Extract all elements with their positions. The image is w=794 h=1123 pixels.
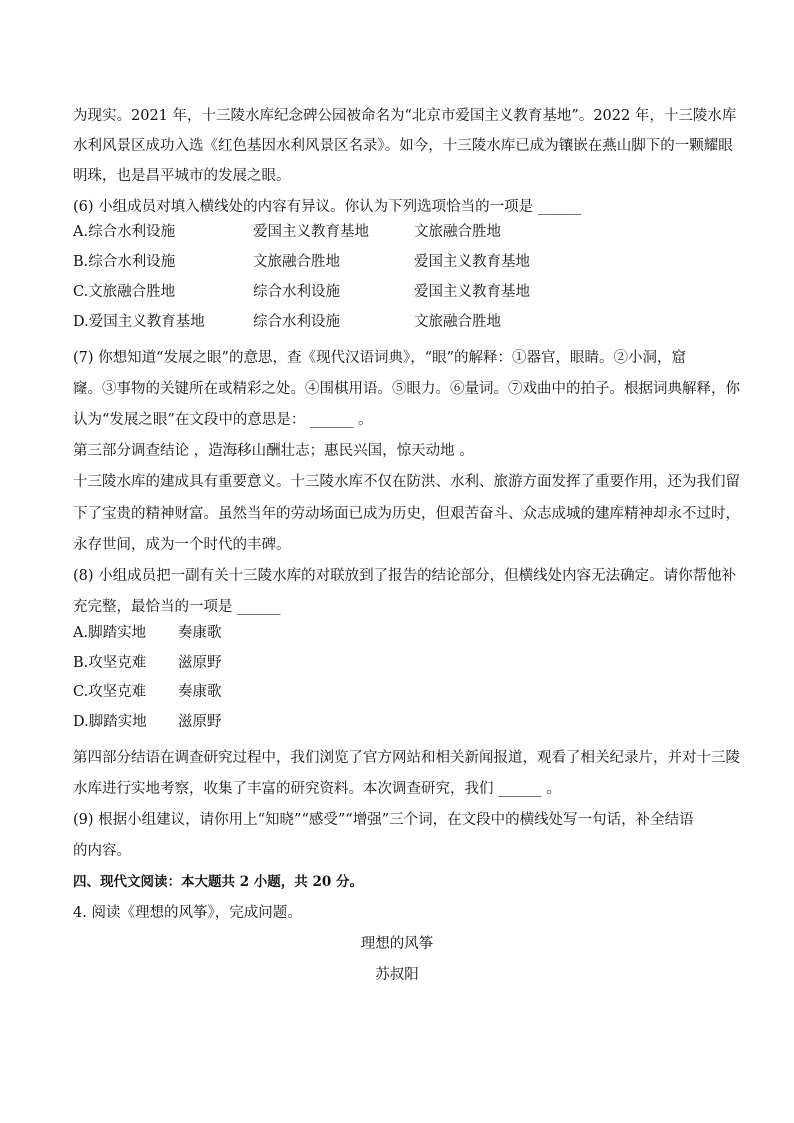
option-label: D. <box>73 714 89 730</box>
intro-line-3: 明珠，也是昌平城市的发展之眼。 <box>73 168 291 184</box>
intro-line-2: 水利风景区成功入选《红色基因水利风景区名录》。如今，十三陵水库已成为镶嵌在燕山脚下的一颗耀眼 <box>73 138 733 154</box>
option-text-1: 文旅融合胜地 <box>88 284 176 300</box>
option-text-1: 攻坚克难 <box>88 655 147 671</box>
q9-line-2: 的内容。 <box>73 843 131 859</box>
option-label: A. <box>73 224 89 240</box>
article-title: 理想的风筝 <box>360 936 434 952</box>
question-4-intro: 4. 阅读《理想的风筝》，完成问题。 <box>73 905 302 921</box>
part3-title: 第三部分调查结论 ，造海移山酬壮志；惠民兴国，惊天动地 。 <box>73 443 474 459</box>
part3-line-1: 十三陵水库的建成具有重要意义。十三陵水库不仅在防洪、水利、旅游方面发挥了重要作用，还为我们留 <box>73 474 740 490</box>
q8-line-2: 充完整，最恰当的一项是 ______ <box>73 599 281 615</box>
option-text-3: 爱国主义教育基地 <box>414 254 530 270</box>
q6-stem: (6) 小组成员对填入横线处的内容有异议。你认为下列选项恰当的一项是 ______ <box>73 199 582 215</box>
q6-option-a <box>73 223 175 241</box>
part4-line-1: 第四部分结语在调查研究过程中，我们浏览了官方网站和相关新闻报道，观看了相关纪录片，并对十三陵 <box>73 750 740 766</box>
q8-option-c <box>73 683 146 701</box>
q7-line-1: (7) 你想知道“发展之眼”的意思，查《现代汉语词典》，“眼”的解释：①器官，眼睛。②小洞，窟 <box>73 350 687 366</box>
option-text-1: 综合水利设施 <box>88 224 176 240</box>
option-text-1: 攻坚克难 <box>88 684 147 700</box>
intro-line-1: 为现实。2021 年，十三陵水库纪念碑公园被命名为“北京市爱国主义教育基地”。2022 年，十三陵水库 <box>73 108 737 124</box>
part3-line-3: 永存世间，成为一个时代的丰碑。 <box>73 537 291 553</box>
article-author: 苏叔阳 <box>375 967 419 983</box>
q7-line-3: 认为“发展之眼”在文段中的意思是： ______ 。 <box>73 412 373 428</box>
q8-option-b <box>73 654 146 672</box>
option-text-2: 爱国主义教育基地 <box>253 224 369 240</box>
q6-option-d <box>73 313 205 331</box>
option-label: B. <box>73 655 89 671</box>
section-heading: 四、现代文阅读：本大题共 2 小题，共 20 分。 <box>73 874 363 890</box>
option-text-3: 文旅融合胜地 <box>414 314 501 330</box>
option-label: D. <box>73 314 89 330</box>
option-text-2: 综合水利设施 <box>253 284 340 300</box>
q9-line-1: (9) 根据小组建议，请你用上“知晓”“感受”“增强”三个词，在文段中的横线处写一句话，补全结语 <box>73 812 694 828</box>
option-text-2: 综合水利设施 <box>253 314 340 330</box>
option-label: C. <box>73 684 89 700</box>
option-text-2: 滋原野 <box>178 714 222 730</box>
q7-line-2: 窿。③事物的关键所在或精彩之处。④围棋用语。⑤眼力。⑥量词。⑦戏曲中的拍子。根据词典解释，你 <box>73 381 740 397</box>
option-text-1: 脚踏实地 <box>88 714 147 730</box>
q6-option-b <box>73 253 175 271</box>
part3-line-2: 下了宝贵的精神财富。虽然当年的劳动场面已成为历史，但艰苦奋斗、众志成城的建库精神却永不过时， <box>73 506 740 522</box>
q8-option-d <box>73 713 147 731</box>
q8-option-a <box>73 624 146 642</box>
part4-line-2: 水库进行实地考察，收集了丰富的研究资料。本次调查研究，我们 ______ 。 <box>73 781 561 797</box>
option-text-3: 爱国主义教育基地 <box>414 284 530 300</box>
q8-line-1: (8) 小组成员把一副有关十三陵水库的对联放到了报告的结论部分，但横线处内容无法确定。请你帮他补 <box>73 568 737 584</box>
option-label: B. <box>73 254 89 270</box>
option-label: C. <box>73 284 89 300</box>
option-text-3: 文旅融合胜地 <box>414 224 501 240</box>
option-text-2: 奏康歌 <box>178 684 222 700</box>
option-text-2: 滋原野 <box>178 655 222 671</box>
option-text-1: 综合水利设施 <box>88 254 176 270</box>
option-text-1: 脚踏实地 <box>88 625 147 641</box>
option-label: A. <box>73 625 89 641</box>
option-text-2: 奏康歌 <box>178 625 222 641</box>
option-text-1: 爱国主义教育基地 <box>88 314 205 330</box>
option-text-2: 文旅融合胜地 <box>253 254 340 270</box>
q6-option-c <box>73 283 175 301</box>
